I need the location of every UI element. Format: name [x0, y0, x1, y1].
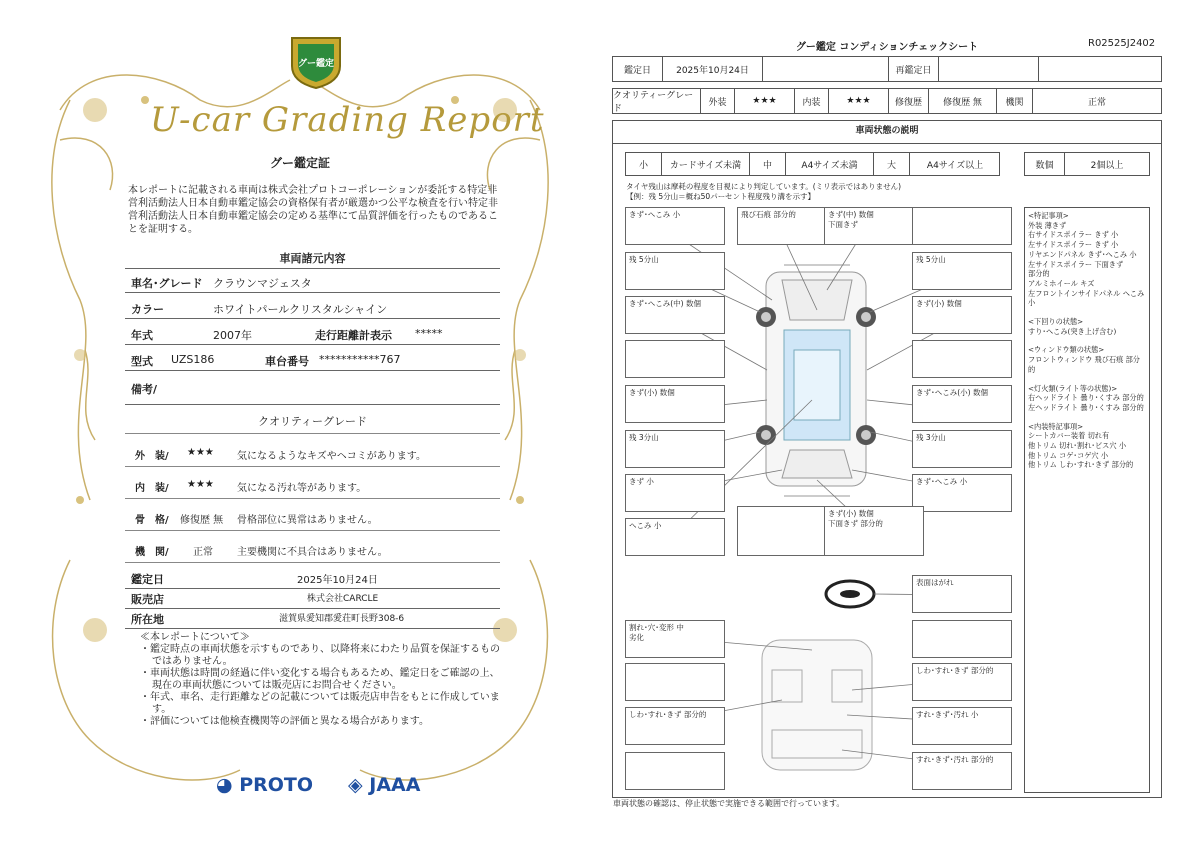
condition-heading: 車両状態の説明 — [855, 126, 919, 136]
spec-row-year: 年式 2007年 走行距離計表示 ***** — [125, 324, 500, 345]
report-notes: ≪本レポートについて≫ ・鑑定時点の車両状態を示すものであり、以降将来にわたり品質を保証するものではありません。 ・車両状態は時間の経過に伴い変化する場合もあるため、鑑定日をご確認の上、現在の車両状態については販売店にお問合せください。 ・年式、車名、走行距離などの記載については販売店申告をもとに作成しています。 ・評価については他検査機関等の評価と異なる場合があります。 — [140, 632, 500, 727]
count-legend: 数個 2個以上 — [1024, 152, 1150, 176]
date-row: 鑑定日 2025年10月24日 再鑑定日 — [612, 56, 1162, 82]
damage-box-right-fender: きず(小) 数個 — [912, 296, 1012, 334]
report-script-title: U-car Grading Report — [150, 100, 545, 140]
car-name: クラウンマジェスタ — [213, 277, 312, 290]
damage-box-left-door-rear: きず(小) 数個 — [625, 385, 725, 423]
sheet-footer: 車両状態の確認は、停止状態で実施できる範囲で行っています。 — [613, 799, 845, 808]
tire-box-front-left: 残 5分山 — [625, 252, 725, 290]
spec-row-remarks: 備考/ — [125, 378, 500, 405]
sheet-title: グー鑑定 コンディションチェックシート — [795, 42, 979, 53]
interior-box-left-trim: しわ･すれ･きず 部分的 — [625, 707, 725, 745]
quality-row: クオリティーグレード 外装 ★★★ 内装 ★★★ 修復歴 修復歴 無 機関 正常 — [612, 88, 1162, 114]
tire-box-rear-left: 残 3分山 — [625, 430, 725, 468]
tire-example: 【例：残 5分山＝概ね50パーセント程度残り溝を示す】 — [626, 192, 816, 201]
special-remarks: <特記事項> 外装 薄きず 右サイドスポイラー きず 小 左サイドスポイラー きず 小 リヤエンドパネル きず･へこみ 小 左サイドスポイラー 下面きず 部分的 アルミホイール キズ 左フロントインサイドパネル へこみ 小 <下回りの状態> すり･へこみ(突き上げ含む) <ウィンドウ類の状態> フロントウィンドウ 飛び石痕 部分的 <灯火類(ライト等の状態)> 右ヘッドライト 曇り･くすみ 部分的 左ヘッドライト 曇り･くすみ 部分的 <内装特記事項> シートカバー装着 切れ有 他トリム 切れ･割れ･ビス穴 小 他トリム コゲ･コゲ穴 小 他トリム しわ･すれ･きず 部分的 — [1024, 207, 1150, 793]
proto-logo: ◕ PROTO — [216, 774, 314, 796]
tire-box-rear-right: 残 3分山 — [912, 430, 1012, 468]
quality-row-interior: 内 装/ ★★★ 気になる汚れ等があります。 — [125, 470, 500, 499]
damage-box-left-fender: きず･へこみ(中) 数個 — [625, 296, 725, 334]
quality-row-exterior: 外 装/ ★★★ 気になるようなキズやヘコミがあります。 — [125, 438, 500, 467]
spec-row-name: 車名･グレード クラウンマジェスタ — [125, 272, 500, 293]
damage-box-rear-window — [737, 506, 837, 556]
sheet-code: R02525J2402 — [1088, 38, 1156, 49]
damage-box-windshield: 飛び石痕 部分的 — [737, 207, 837, 245]
proto-mark-icon: ◕ — [216, 774, 233, 796]
damage-box-front-right — [912, 207, 1012, 245]
jaaa-mark-icon: ◈ — [348, 774, 363, 796]
size-legend: 小 カードサイズ未満 中 A4サイズ未満 大 A4サイズ以上 — [625, 152, 1000, 176]
appraisal-date-row: 鑑定日 2025年10月24日 — [125, 568, 500, 589]
interior-box-dash-right — [912, 620, 1012, 658]
tire-note: タイヤ残山は摩耗の程度を目視により判定しています。(ミリ表示ではありません) — [626, 182, 902, 191]
interior-box-rear-left — [625, 752, 725, 790]
address-row: 所在地 滋賀県愛知郡愛荘町長野308-6 — [125, 608, 500, 629]
spec-heading: 車両諸元内容 — [279, 252, 346, 265]
damage-box-rear-left: きず 小 — [625, 474, 725, 512]
interior-box-steering: 表面はがれ — [912, 575, 1012, 613]
tire-box-front-right: 残 5分山 — [912, 252, 1012, 290]
damage-box-rear-right: きず･へこみ 小 — [912, 474, 1012, 512]
quality-heading: クオリティーグレード — [258, 415, 367, 428]
spec-row-model: 型式 UZS186 車台番号 ***********767 — [125, 350, 500, 371]
interior-box-dashboard: 割れ･穴･変形 中 劣化 — [625, 620, 725, 658]
car-model: UZS186 — [171, 353, 215, 366]
certificate-intro: 本レポートに記載される車両は株式会社プロトコーポレーションが委託する特定非営利活動法人日本自動車鑑定協会の資格保有者が厳選かつ公平な検査を行い特定非営利活動法人日本自動車鑑定協会の定める基準にて品質評価を行ったものであることを証明する。 — [128, 185, 498, 235]
interior-box-front-right-seat: しわ･すれ･きず 部分的 — [912, 663, 1012, 701]
shop-row: 販売店 株式会社CARCLE — [125, 588, 500, 609]
damage-box-right-door-front — [912, 340, 1012, 378]
car-year: 2007年 — [213, 329, 252, 342]
certificate-title: グー鑑定証 — [269, 156, 330, 170]
car-color: ホワイトパールクリスタルシャイン — [213, 303, 388, 316]
damage-box-trunk: へこみ 小 — [625, 518, 725, 556]
steering-wheel-icon — [826, 581, 874, 607]
chassis-number: ***********767 — [319, 353, 401, 366]
spec-row-color: カラー ホワイトパールクリスタルシャイン — [125, 298, 500, 319]
damage-box-rear-bumper: きず(小) 数個 下面きず 部分的 — [824, 506, 924, 556]
car-mileage: ***** — [415, 327, 443, 340]
interior-box-right-trim: すれ･きず･汚れ 小 — [912, 707, 1012, 745]
interior-box-rear-seat: すれ･きず･汚れ 部分的 — [912, 752, 1012, 790]
damage-box-left-door-front — [625, 340, 725, 378]
damage-box-front-bumper: きず(中) 数個 下面きず — [824, 207, 924, 245]
damage-box-right-door-rear: きず･へこみ(小) 数個 — [912, 385, 1012, 423]
jaaa-logo: ◈ JAAA — [348, 774, 421, 796]
interior-box-front-left-seat — [625, 663, 725, 701]
quality-row-engine: 機 関/ 正常 主要機関に不具合はありません。 — [125, 534, 500, 563]
damage-box-front-left: きず･へこみ 小 — [625, 207, 725, 245]
emblem-label: グー鑑定 — [297, 59, 334, 69]
quality-row-frame: 骨 格/ 修復歴 無 骨格部位に異常はありません。 — [125, 502, 500, 531]
goo-kantei-emblem-icon — [288, 32, 344, 90]
